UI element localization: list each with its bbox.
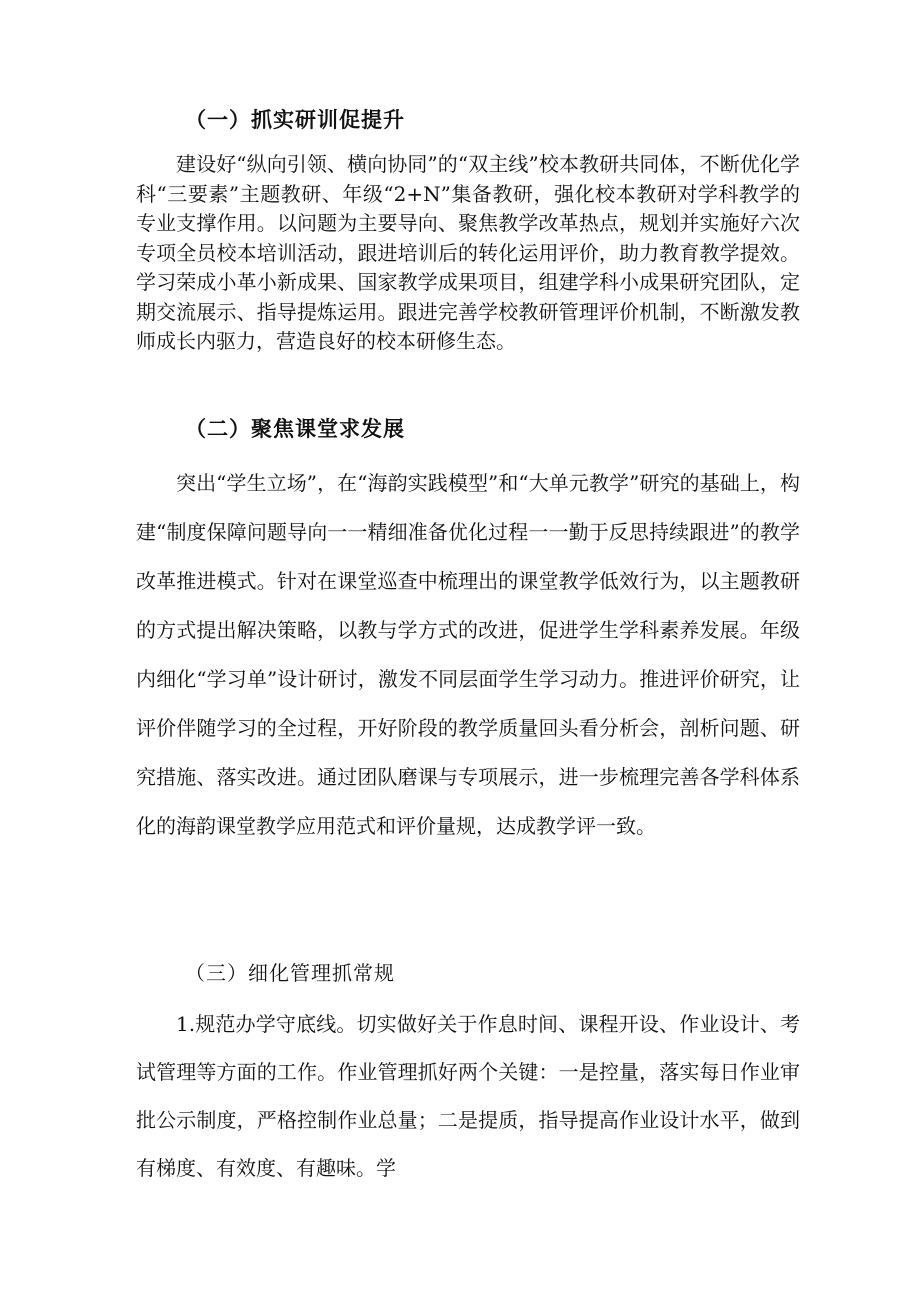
- section-2-paragraph: 突出“学生立场”，在“海韵实践模型”和“大单元教学”研究的基础上，构建“制度保障问题导向一一精细准备优化过程一一勤于反思持续跟进”的教学改革推进模式。针对在课堂巡查中梳理出的课堂教学低效行为，以主题教研的方式提出解决策略，以教与学方式的改进，促进学生学科素养发展。年级内细化“学习单”设计研讨，激发不同层面学生学习动力。推进评价研究，让评价伴随学习的全过程，开好阶段的教学质量回头看分析会，剖析问题、研究措施、落实改进。通过团队磨课与专项展示，进一步梳理完善各学科体系化的海韵课堂教学应用范式和评价量规，达成教学评一致。: [136, 471, 800, 838]
- section-2-heading: （二）聚焦课堂求发展: [185, 416, 405, 441]
- section-3-paragraph: 1.规范办学守底线。切实做好关于作息时间、课程开设、作业设计、考试管理等方面的工作。作业管理抓好两个关键：一是控量，落实每日作业审批公示制度，严格控制作业总量；二是提质，指导提高作业设计水平，做到有梯度、有效度、有趣味。学: [136, 1012, 800, 1180]
- section-3-heading: （三）细化管理抓常规: [185, 961, 395, 985]
- section-1-heading: （一）抓实研训促提升: [185, 107, 405, 132]
- section-1-paragraph: 建设好“纵向引领、横向协同”的“双主线”校本教研共同体，不断优化学科“三要素”主题教研、年级“2+N”集备教研，强化校本教研对学科教学的专业支撑作用。以问题为主要导向、聚焦教学改革热点，规划并实施好六次专项全员校本培训活动，跟进培训后的转化运用评价，助力教育教学提效。学习荣成小革小新成果、国家教学成果项目，组建学科小成果研究团队，定期交流展示、指导提炼运用。跟进完善学校教研管理评价机制，不断激发教师成长内驱力，营造良好的校本研修生态。: [136, 152, 800, 353]
